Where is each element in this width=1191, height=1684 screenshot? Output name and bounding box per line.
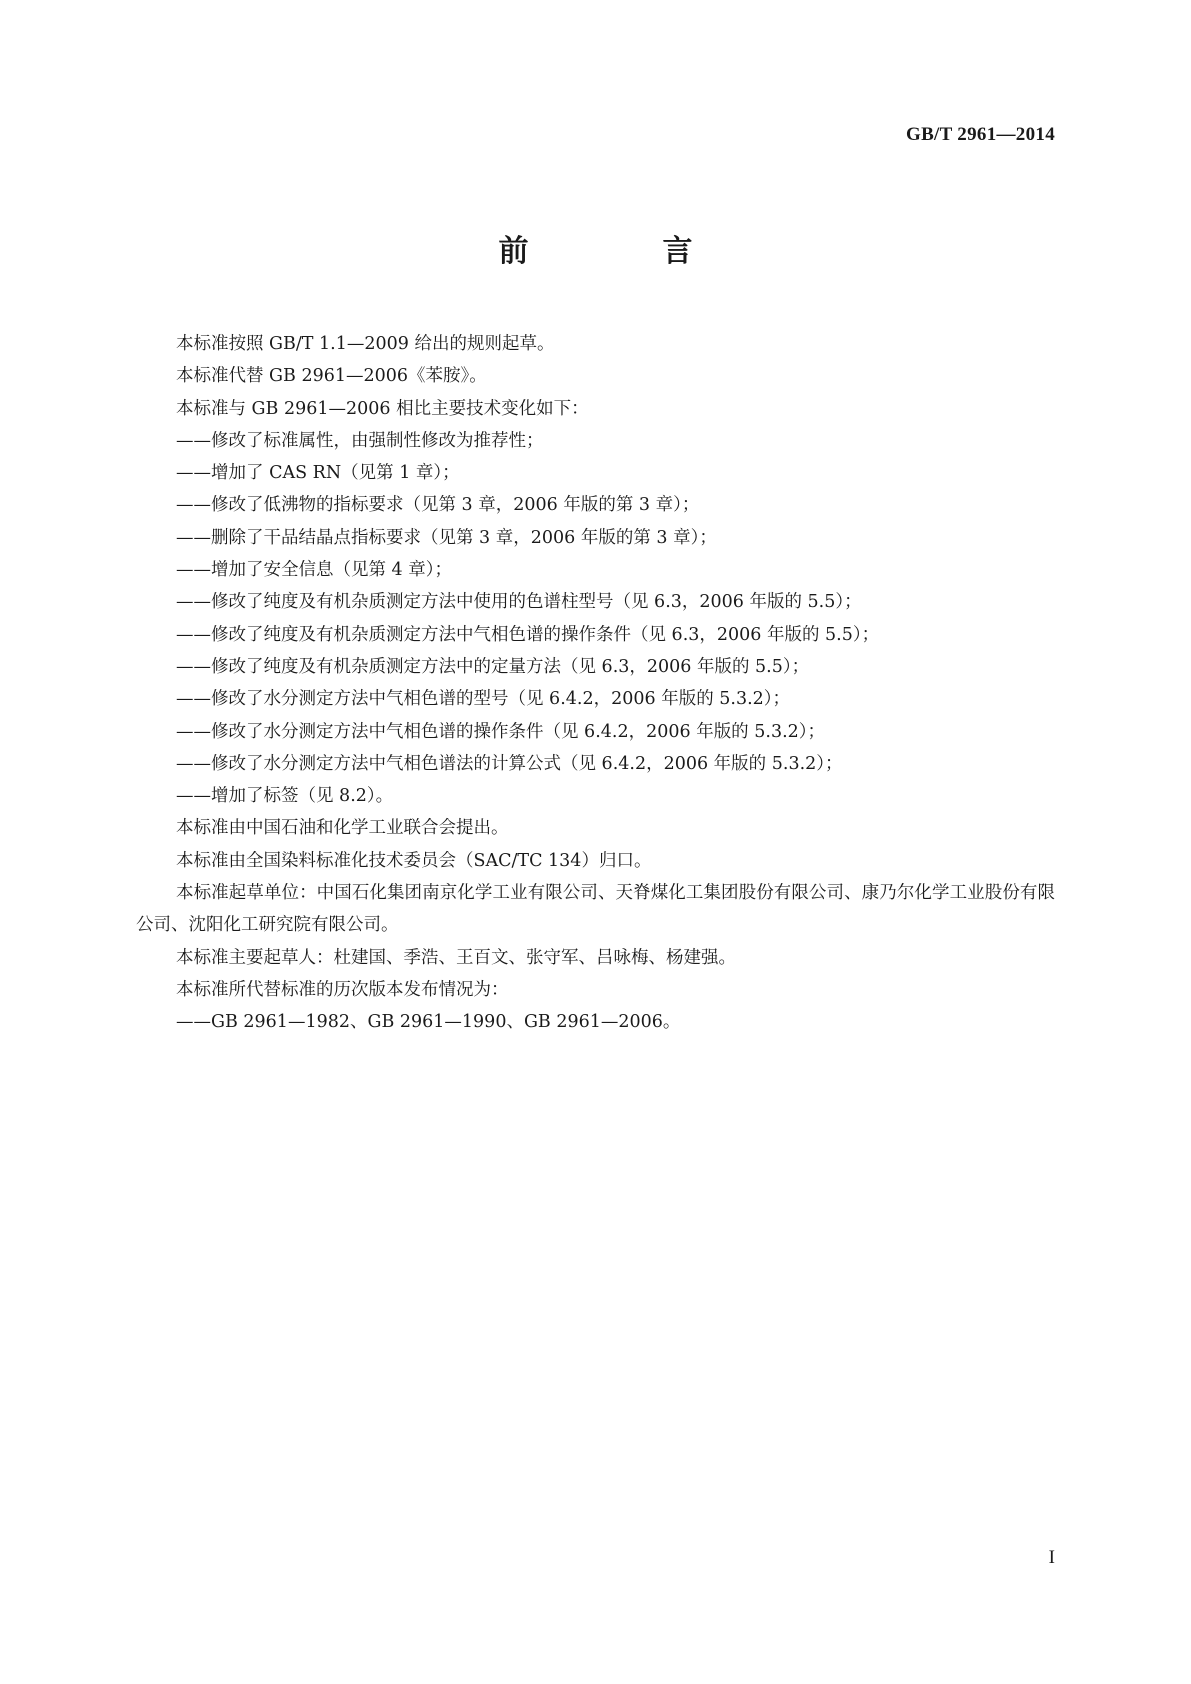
foreword-body — [136, 328, 1055, 1039]
change-item: ——修改了水分测定方法中气相色谱法的计算公式（见 6.4.2，2006 年版的 5.3.2）； — [176, 753, 843, 774]
replacement-paragraph: 本标准代替 GB 2961—2006《苯胺》。 — [176, 366, 487, 387]
change-item: ——修改了标准属性，由强制性修改为推荐性； — [176, 430, 544, 451]
change-item: ——修改了纯度及有机杂质测定方法中的定量方法（见 6.3，2006 年版的 5.5）； — [176, 656, 810, 677]
change-item: ——增加了 CAS RN（见第 1 章）； — [176, 463, 460, 484]
change-item: ——修改了水分测定方法中气相色谱的型号（见 6.4.2，2006 年版的 5.3.2）； — [176, 689, 791, 710]
drafting-rules-paragraph: 本标准按照 GB/T 1.1—2009 给出的规则起草。 — [176, 334, 555, 354]
proposer-paragraph: 本标准由中国石油和化学工业联合会提出。 — [176, 818, 509, 839]
page-title: 前 言 — [498, 234, 745, 269]
change-item: ——增加了安全信息（见第 4 章）； — [176, 560, 453, 581]
page-number: I — [1048, 1547, 1055, 1568]
history-versions-item: ——GB 2961—1982、GB 2961—1990、GB 2961—2006。 — [176, 1012, 681, 1033]
history-intro-paragraph: 本标准所代替标准的历次版本发布情况为： — [176, 979, 509, 1000]
drafting-units-paragraph: 本标准起草单位：中国石化集团南京化学工业有限公司、天脊煤化工集团股份有限公司、康乃尔化学工业股份有限公司、沈阳化工研究院有限公司。 — [136, 883, 1055, 936]
drafters-paragraph: 本标准主要起草人：杜建国、季浩、王百文、张守军、吕咏梅、杨建强。 — [176, 947, 736, 968]
change-item: ——修改了低沸物的指标要求（见第 3 章，2006 年版的第 3 章）； — [176, 495, 700, 516]
change-item: ——修改了纯度及有机杂质测定方法中气相色谱的操作条件（见 6.3，2006 年版的 5.5）； — [176, 624, 880, 645]
change-item: ——修改了水分测定方法中气相色谱的操作条件（见 6.4.2，2006 年版的 5.3.2）； — [176, 721, 826, 742]
change-item: ——修改了纯度及有机杂质测定方法中使用的色谱柱型号（见 6.3，2006 年版的 5.5）； — [176, 592, 862, 613]
change-item: ——删除了干品结晶点指标要求（见第 3 章，2006 年版的第 3 章）； — [176, 527, 717, 548]
change-item: ——增加了标签（见 8.2）。 — [176, 786, 394, 807]
changes-intro-paragraph: 本标准与 GB 2961—2006 相比主要技术变化如下： — [176, 398, 589, 419]
standard-code: GB/T 2961—2014 — [905, 124, 1055, 145]
centralized-paragraph: 本标准由全国染料标准化技术委员会（SAC/TC 134）归口。 — [176, 850, 652, 871]
